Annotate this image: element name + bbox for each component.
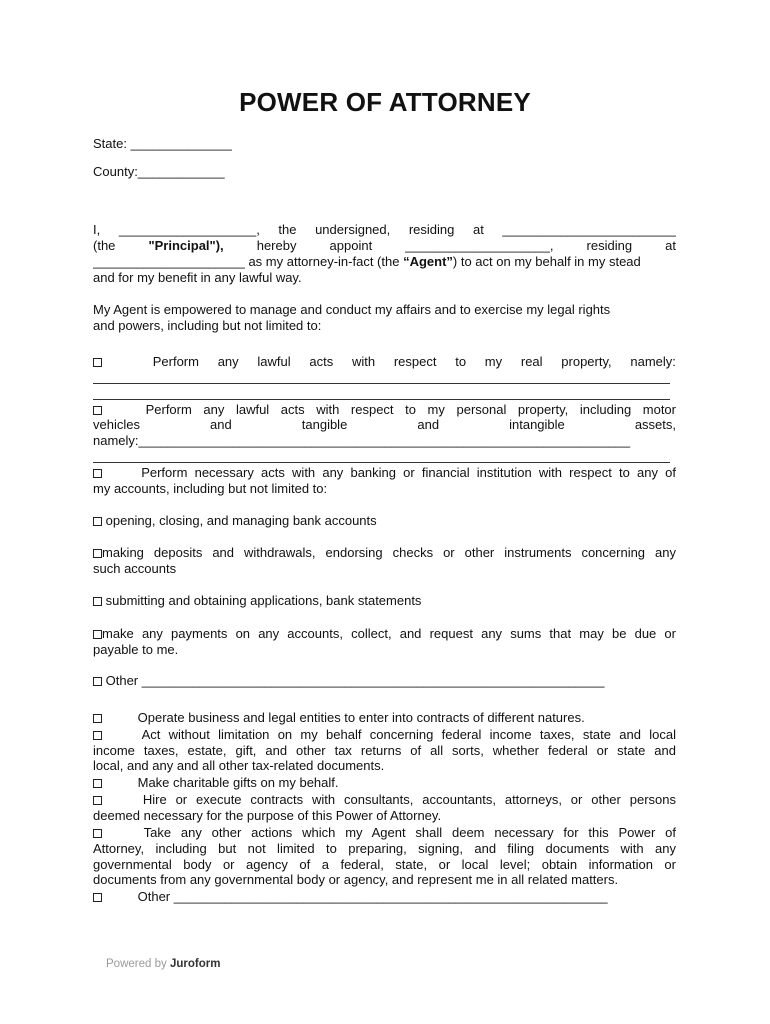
county-line: County:____________	[93, 164, 225, 179]
tax-checkbox[interactable]	[93, 731, 102, 740]
power-other: Other ____________________________________________________________	[93, 889, 676, 905]
power-actions-line-1: Take any other actions which my Agent shall deem necessary for this Power of	[93, 825, 676, 841]
power-actions-line-2: Attorney, including but not limited to preparing, signing, and filing documents with any	[93, 841, 676, 856]
banking-checkbox[interactable]	[93, 469, 102, 478]
juroform-logo: Juroform	[169, 958, 221, 970]
empowered-line-1: My Agent is empowered to manage and conduct my affairs and to exercise my legal rights	[93, 302, 611, 317]
power-tax-line-3: local, and any and all other tax-related documents.	[93, 758, 385, 773]
bank-option-payments-line-1: make any payments on any accounts, collect, and request any sums that may be due or	[93, 626, 676, 642]
real-property-blank-1[interactable]	[93, 383, 670, 384]
contracts-checkbox[interactable]	[93, 796, 102, 805]
bank-option-payments-line-2: payable to me.	[93, 642, 179, 657]
power-contracts-line-2: deemed necessary for the purpose of this Power of Attorney.	[93, 808, 442, 823]
bank-option-deposits-line-1: making deposits and withdrawals, endorsing checks or other instruments concerning any	[93, 545, 676, 561]
intro-line-2: (the "Principal"), hereby appoint ____________________, residing at	[93, 238, 676, 253]
empowered-line-2: and powers, including but not limited to:	[93, 318, 322, 333]
document-title: POWER OF ATTORNEY	[239, 87, 531, 117]
bank-option-applications: submitting and obtaining applications, bank statements	[93, 593, 676, 609]
payments-checkbox[interactable]	[93, 630, 102, 639]
real-property-blank-2[interactable]	[93, 399, 670, 400]
deposits-checkbox[interactable]	[93, 549, 102, 558]
powered-by-footer: Powered by Juroform	[106, 958, 221, 970]
agent-label: “Agent”	[403, 254, 453, 269]
personal-property-line-3: namely:____________________________________________________________________	[93, 433, 631, 448]
applications-checkbox[interactable]	[93, 597, 102, 606]
power-gifts: Make charitable gifts on my behalf.	[93, 775, 676, 791]
intro-line-1: I, ___________________, the undersigned, residing at ________________________	[93, 222, 676, 237]
intro-line-3: _____________________ as my attorney-in-fact (the “Agent”) to act on my behalf in my stead	[93, 254, 641, 269]
personal-property-checkbox[interactable]	[93, 406, 102, 415]
bank-option-deposits-line-2: such accounts	[93, 561, 177, 576]
real-property-line: Perform any lawful acts with respect to my real property, namely:	[93, 354, 676, 370]
power-contracts-line-1: Hire or execute contracts with consultants, accountants, attorneys, or other persons	[93, 792, 676, 808]
power-other-checkbox[interactable]	[93, 893, 102, 902]
power-tax-line-1: Act without limitation on my behalf concerning federal income taxes, state and local	[93, 727, 676, 743]
actions-checkbox[interactable]	[93, 829, 102, 838]
power-tax-line-2: income taxes, estate, gift, and other tax returns of all sorts, whether federal or state and	[93, 743, 676, 758]
power-actions-line-4: documents from any governmental body or agency, and represent me in all related matters.	[93, 872, 619, 887]
gifts-checkbox[interactable]	[93, 779, 102, 788]
business-checkbox[interactable]	[93, 714, 102, 723]
power-actions-line-3: governmental body or agency of a federal, state, or local level; obtain information or	[93, 857, 676, 872]
state-line: State: ______________	[93, 136, 232, 151]
bank-option-other: Other ________________________________________________________________	[93, 673, 676, 689]
real-property-checkbox[interactable]	[93, 358, 102, 367]
personal-property-line-1: Perform any lawful acts with respect to my personal property, including motor	[93, 402, 676, 418]
power-business: Operate business and legal entities to enter into contracts of different natures.	[93, 710, 676, 726]
personal-property-line-2: vehicles and tangible and intangible assets,	[93, 417, 676, 432]
intro-line-4: and for my benefit in any lawful way.	[93, 270, 302, 285]
principal-label: "Principal"),	[148, 238, 224, 253]
opening-checkbox[interactable]	[93, 517, 102, 526]
bank-option-opening: opening, closing, and managing bank accounts	[93, 513, 676, 529]
bank-other-checkbox[interactable]	[93, 677, 102, 686]
banking-line-2: my accounts, including but not limited to:	[93, 481, 328, 496]
personal-property-blank[interactable]	[93, 462, 670, 463]
banking-line-1: Perform necessary acts with any banking or financial institution with respect to any of	[93, 465, 676, 481]
